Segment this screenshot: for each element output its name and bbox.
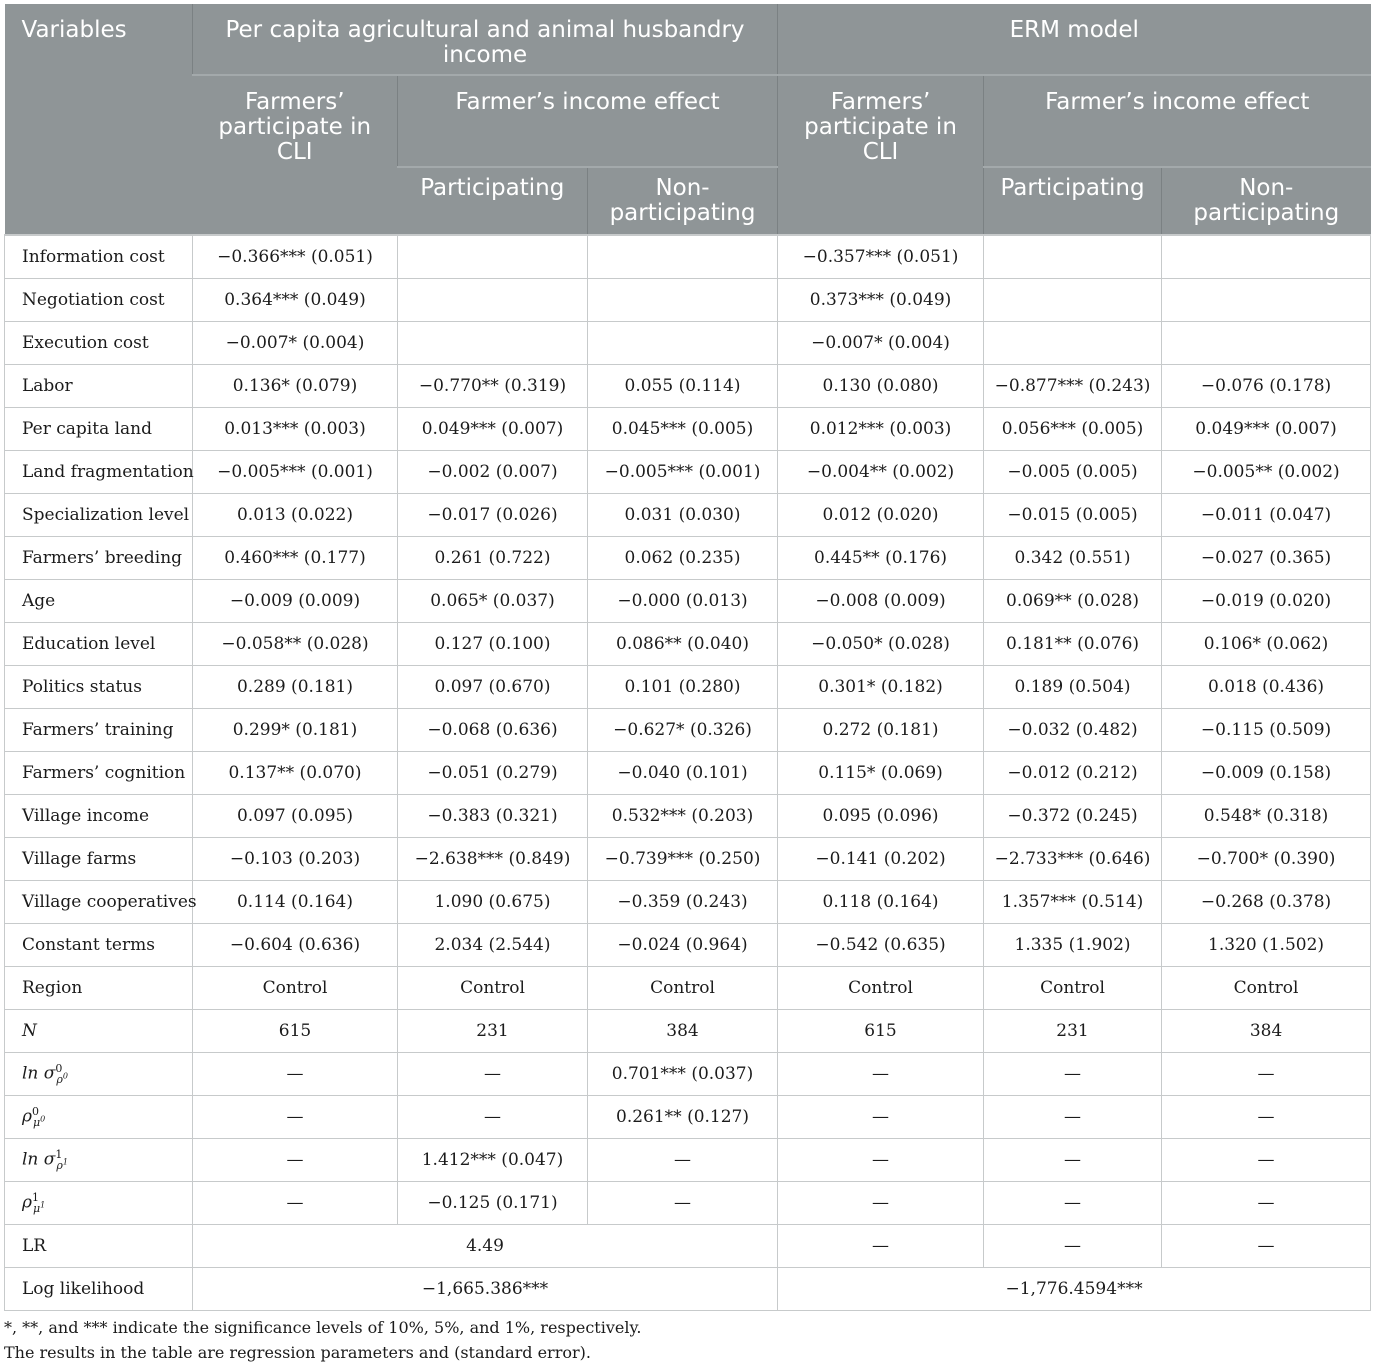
row-label: Information cost [5, 235, 193, 279]
row-label [5, 1139, 193, 1182]
regression-table [4, 4, 1371, 1311]
row-label: Constant terms [5, 924, 193, 967]
table-cell: 0.532*** (0.203) [588, 795, 778, 838]
table-cell: −0.002 (0.007) [398, 451, 588, 494]
table-cell: 0.013 (0.022) [193, 494, 398, 537]
table-row [5, 494, 1371, 537]
row-label: LR [5, 1225, 193, 1268]
table-cell: 0.548* (0.318) [1162, 795, 1371, 838]
row-label: Farmers’ cognition [5, 752, 193, 795]
table-cell: — [1162, 1139, 1371, 1182]
header-variables: Variables [5, 4, 193, 235]
table-cell: 0.460*** (0.177) [193, 537, 398, 580]
table-cell: 0.261 (0.722) [398, 537, 588, 580]
table-cell: −0.011 (0.047) [1162, 494, 1371, 537]
row-label-sub-sup: 0 [40, 1114, 46, 1124]
row-label-sub-base: ρ [56, 1159, 63, 1173]
table-cell: −0.268 (0.378) [1162, 881, 1371, 924]
table-cell: −0.103 (0.203) [193, 838, 398, 881]
row-label: Village farms [5, 838, 193, 881]
table-cell: 1.412*** (0.047) [398, 1139, 588, 1182]
table-cell: — [984, 1139, 1162, 1182]
table-cell: 384 [1162, 1010, 1371, 1053]
table-cell: 0.137** (0.070) [193, 752, 398, 795]
table-cell: Control [398, 967, 588, 1010]
table-cell: — [984, 1182, 1162, 1225]
row-label-sub-base: μ [33, 1202, 41, 1216]
header-income-effect-1: Farmer’s income effect [398, 75, 778, 167]
table-row [5, 924, 1371, 967]
row-label: Age [5, 580, 193, 623]
table-cell: 0.445** (0.176) [778, 537, 984, 580]
table-cell [588, 322, 778, 365]
table-cell: — [984, 1225, 1162, 1268]
table-cell: −0.141 (0.202) [778, 838, 984, 881]
table-cell: — [1162, 1096, 1371, 1139]
header-participating-2: Participating [984, 167, 1162, 235]
table-cell: Control [1162, 967, 1371, 1010]
loglik-value-2: −1,776.4594*** [778, 1268, 1371, 1311]
table-cell: 0.097 (0.095) [193, 795, 398, 838]
table-row [5, 623, 1371, 666]
row-label: Politics status [5, 666, 193, 709]
table-cell: 0.086** (0.040) [588, 623, 778, 666]
table-cell: — [588, 1139, 778, 1182]
table-cell: 0.272 (0.181) [778, 709, 984, 752]
table-cell: — [778, 1182, 984, 1225]
row-label: N [5, 1010, 193, 1053]
table-cell: — [193, 1182, 398, 1225]
table-cell: −0.012 (0.212) [984, 752, 1162, 795]
table-cell: 0.701*** (0.037) [588, 1053, 778, 1096]
table-cell: 0.299* (0.181) [193, 709, 398, 752]
table-cell: 2.034 (2.544) [398, 924, 588, 967]
table-row [5, 365, 1371, 408]
table-row-loglik [5, 1268, 1371, 1311]
table-cell: 0.069** (0.028) [984, 580, 1162, 623]
row-label: Log likelihood [5, 1268, 193, 1311]
row-label-sup: 1 [55, 1147, 63, 1161]
header-participate-1: Farmers’ participate in CLI [193, 75, 398, 235]
table-cell: — [193, 1139, 398, 1182]
table-cell: −0.005*** (0.001) [193, 451, 398, 494]
row-label [5, 1053, 193, 1096]
table-row [5, 451, 1371, 494]
row-label: Region [5, 967, 193, 1010]
table-cell: 0.181** (0.076) [984, 623, 1162, 666]
table-cell [1162, 235, 1371, 279]
table-cell: −0.700* (0.390) [1162, 838, 1371, 881]
table-cell: −0.015 (0.005) [984, 494, 1162, 537]
table-cell [588, 235, 778, 279]
table-cell: −0.877*** (0.243) [984, 365, 1162, 408]
table-cell: 615 [193, 1010, 398, 1053]
table-cell: 0.373*** (0.049) [778, 279, 984, 322]
table-cell: −0.005 (0.005) [984, 451, 1162, 494]
table-cell: −0.027 (0.365) [1162, 537, 1371, 580]
row-label: Execution cost [5, 322, 193, 365]
row-label-base: ρ [22, 1106, 32, 1127]
table-row [5, 1010, 1371, 1053]
table-cell: Control [193, 967, 398, 1010]
table-row [5, 752, 1371, 795]
table-cell: −2.733*** (0.646) [984, 838, 1162, 881]
header-participate-2: Farmers’ participate in CLI [778, 75, 984, 235]
table-cell: −0.050* (0.028) [778, 623, 984, 666]
table-cell: −0.359 (0.243) [588, 881, 778, 924]
row-label: Farmers’ breeding [5, 537, 193, 580]
table-cell: −0.076 (0.178) [1162, 365, 1371, 408]
table-cell: −0.627* (0.326) [588, 709, 778, 752]
table-body [5, 235, 1371, 1311]
table-cell [1162, 322, 1371, 365]
row-label-base: ln σ [22, 1149, 56, 1170]
lr-value: 4.49 [193, 1225, 778, 1268]
table-cell: — [778, 1053, 984, 1096]
table-cell: Control [984, 967, 1162, 1010]
table-cell: −0.008 (0.009) [778, 580, 984, 623]
table-row [5, 322, 1371, 365]
table-cell: −0.068 (0.636) [398, 709, 588, 752]
table-cell: −0.019 (0.020) [1162, 580, 1371, 623]
row-label: Labor [5, 365, 193, 408]
table-cell: −0.032 (0.482) [984, 709, 1162, 752]
table-cell: 1.335 (1.902) [984, 924, 1162, 967]
table-row [5, 235, 1371, 279]
table-row [5, 881, 1371, 924]
row-label-sup: 0 [32, 1104, 39, 1118]
footnote-significance: *, **, and *** indicate the significance levels of 10%, 5%, and 1%, respectively. [4, 1318, 642, 1337]
table-row [5, 580, 1371, 623]
table-cell: 615 [778, 1010, 984, 1053]
table-row [5, 537, 1371, 580]
table-cell: −0.372 (0.245) [984, 795, 1162, 838]
table-cell: 384 [588, 1010, 778, 1053]
table-cell: −0.004** (0.002) [778, 451, 984, 494]
table-cell [984, 235, 1162, 279]
table-cell: Control [588, 967, 778, 1010]
loglik-value-1: −1,665.386*** [193, 1268, 778, 1311]
table-cell: 0.130 (0.080) [778, 365, 984, 408]
table-cell: −2.638*** (0.849) [398, 838, 588, 881]
row-label-sub [33, 1202, 45, 1215]
row-label: Village cooperatives [5, 881, 193, 924]
table-cell [588, 279, 778, 322]
table-cell: 0.055 (0.114) [588, 365, 778, 408]
table-cell: −0.007* (0.004) [193, 322, 398, 365]
row-label-sub-base: μ [33, 1116, 41, 1130]
table-cell: 231 [984, 1010, 1162, 1053]
table-row [5, 1053, 1371, 1096]
header-participating-1: Participating [398, 167, 588, 235]
table-cell: −0.009 (0.158) [1162, 752, 1371, 795]
row-label: Farmers’ training [5, 709, 193, 752]
table-cell: 0.118 (0.164) [778, 881, 984, 924]
row-label-base: ln σ [22, 1063, 56, 1084]
table-row [5, 838, 1371, 881]
table-cell: 0.189 (0.504) [984, 666, 1162, 709]
table-cell: −0.009 (0.009) [193, 580, 398, 623]
table-cell: 0.065* (0.037) [398, 580, 588, 623]
table-cell: 0.062 (0.235) [588, 537, 778, 580]
header-nonparticipating-2: Non-participating [1162, 167, 1371, 235]
footnote-standard-error: The results in the table are regression parameters and (standard error). [4, 1343, 591, 1362]
row-label-sup: 0 [55, 1061, 63, 1075]
table-header [5, 4, 1371, 235]
row-label-sub-sup: 1 [62, 1157, 68, 1167]
table-cell: 0.049*** (0.007) [398, 408, 588, 451]
table-cell: −0.542 (0.635) [778, 924, 984, 967]
table-cell: 0.136* (0.079) [193, 365, 398, 408]
table-cell: Control [778, 967, 984, 1010]
table-cell: — [398, 1053, 588, 1096]
row-label: Specialization level [5, 494, 193, 537]
table-cell: −0.000 (0.013) [588, 580, 778, 623]
table-cell: 0.114 (0.164) [193, 881, 398, 924]
table-cell: 0.342 (0.551) [984, 537, 1162, 580]
table-cell: 0.045*** (0.005) [588, 408, 778, 451]
table-cell: — [193, 1096, 398, 1139]
table-cell: 0.115* (0.069) [778, 752, 984, 795]
table-cell: −0.383 (0.321) [398, 795, 588, 838]
table-row [5, 709, 1371, 752]
table-cell: −0.051 (0.279) [398, 752, 588, 795]
row-label-sub-sup: 0 [62, 1071, 68, 1081]
table-cell [398, 322, 588, 365]
table-cell: — [193, 1053, 398, 1096]
row-label-sub [33, 1116, 45, 1129]
row-label: Education level [5, 623, 193, 666]
row-label-base: ρ [22, 1192, 32, 1213]
table-cell: 0.095 (0.096) [778, 795, 984, 838]
table-cell: — [1162, 1225, 1371, 1268]
table-cell: −0.005*** (0.001) [588, 451, 778, 494]
table-cell: 0.261** (0.127) [588, 1096, 778, 1139]
table-cell: — [984, 1053, 1162, 1096]
table-cell: 231 [398, 1010, 588, 1053]
table-cell: −0.040 (0.101) [588, 752, 778, 795]
row-label: Negotiation cost [5, 279, 193, 322]
table-cell: — [984, 1096, 1162, 1139]
table-cell [984, 279, 1162, 322]
table-row [5, 967, 1371, 1010]
table-cell: — [778, 1225, 984, 1268]
row-label-sub-base: ρ [56, 1073, 63, 1087]
header-nonparticipating-1: Non-participating [588, 167, 778, 235]
table-row [5, 666, 1371, 709]
row-label: Land fragmentation [5, 451, 193, 494]
table-cell: — [1162, 1053, 1371, 1096]
table-cell: 0.301* (0.182) [778, 666, 984, 709]
table-row [5, 1182, 1371, 1225]
table-cell: −0.739*** (0.250) [588, 838, 778, 881]
table-row [5, 795, 1371, 838]
row-label-sub [56, 1073, 68, 1086]
table-cell [398, 279, 588, 322]
table-cell [1162, 279, 1371, 322]
table-cell: 0.364*** (0.049) [193, 279, 398, 322]
table-cell: 1.090 (0.675) [398, 881, 588, 924]
row-label: Village income [5, 795, 193, 838]
table-cell: 0.049*** (0.007) [1162, 408, 1371, 451]
table-cell: −0.357*** (0.051) [778, 235, 984, 279]
table-cell [984, 322, 1162, 365]
table-cell: 1.320 (1.502) [1162, 924, 1371, 967]
table-cell: 0.097 (0.670) [398, 666, 588, 709]
row-label: Per capita land [5, 408, 193, 451]
table-cell: 0.013*** (0.003) [193, 408, 398, 451]
table-cell: — [778, 1096, 984, 1139]
table-cell: 0.056*** (0.005) [984, 408, 1162, 451]
table-cell: −0.366*** (0.051) [193, 235, 398, 279]
table-row [5, 1139, 1371, 1182]
header-group-erm: ERM model [778, 4, 1371, 75]
table-cell: 0.031 (0.030) [588, 494, 778, 537]
table-cell: 0.289 (0.181) [193, 666, 398, 709]
row-label-sub [56, 1159, 68, 1172]
table-cell: 0.101 (0.280) [588, 666, 778, 709]
table-cell: −0.770** (0.319) [398, 365, 588, 408]
table-cell: 0.127 (0.100) [398, 623, 588, 666]
table-cell: −0.024 (0.964) [588, 924, 778, 967]
table-cell: −0.058** (0.028) [193, 623, 398, 666]
table-cell: — [1162, 1182, 1371, 1225]
table-cell [398, 235, 588, 279]
table-cell: −0.115 (0.509) [1162, 709, 1371, 752]
table-cell: — [398, 1096, 588, 1139]
table-cell: −0.125 (0.171) [398, 1182, 588, 1225]
row-label [5, 1096, 193, 1139]
table-cell: −0.007* (0.004) [778, 322, 984, 365]
table-cell: 0.012*** (0.003) [778, 408, 984, 451]
table-cell: — [778, 1139, 984, 1182]
row-label-sup: 1 [32, 1190, 39, 1204]
row-label [5, 1182, 193, 1225]
table-cell: −0.017 (0.026) [398, 494, 588, 537]
header-group-income: Per capita agricultural and animal husbandry income [193, 4, 778, 75]
table-row [5, 408, 1371, 451]
row-label-sub-sup: 1 [40, 1200, 46, 1210]
table-cell: −0.604 (0.636) [193, 924, 398, 967]
table-row-lr [5, 1225, 1371, 1268]
table-cell: 0.012 (0.020) [778, 494, 984, 537]
table-cell: — [588, 1182, 778, 1225]
table-cell: 0.106* (0.062) [1162, 623, 1371, 666]
header-income-effect-2: Farmer’s income effect [984, 75, 1371, 167]
table-cell: 0.018 (0.436) [1162, 666, 1371, 709]
table-row [5, 1096, 1371, 1139]
table-cell: 1.357*** (0.514) [984, 881, 1162, 924]
table-cell: −0.005** (0.002) [1162, 451, 1371, 494]
table-row [5, 279, 1371, 322]
